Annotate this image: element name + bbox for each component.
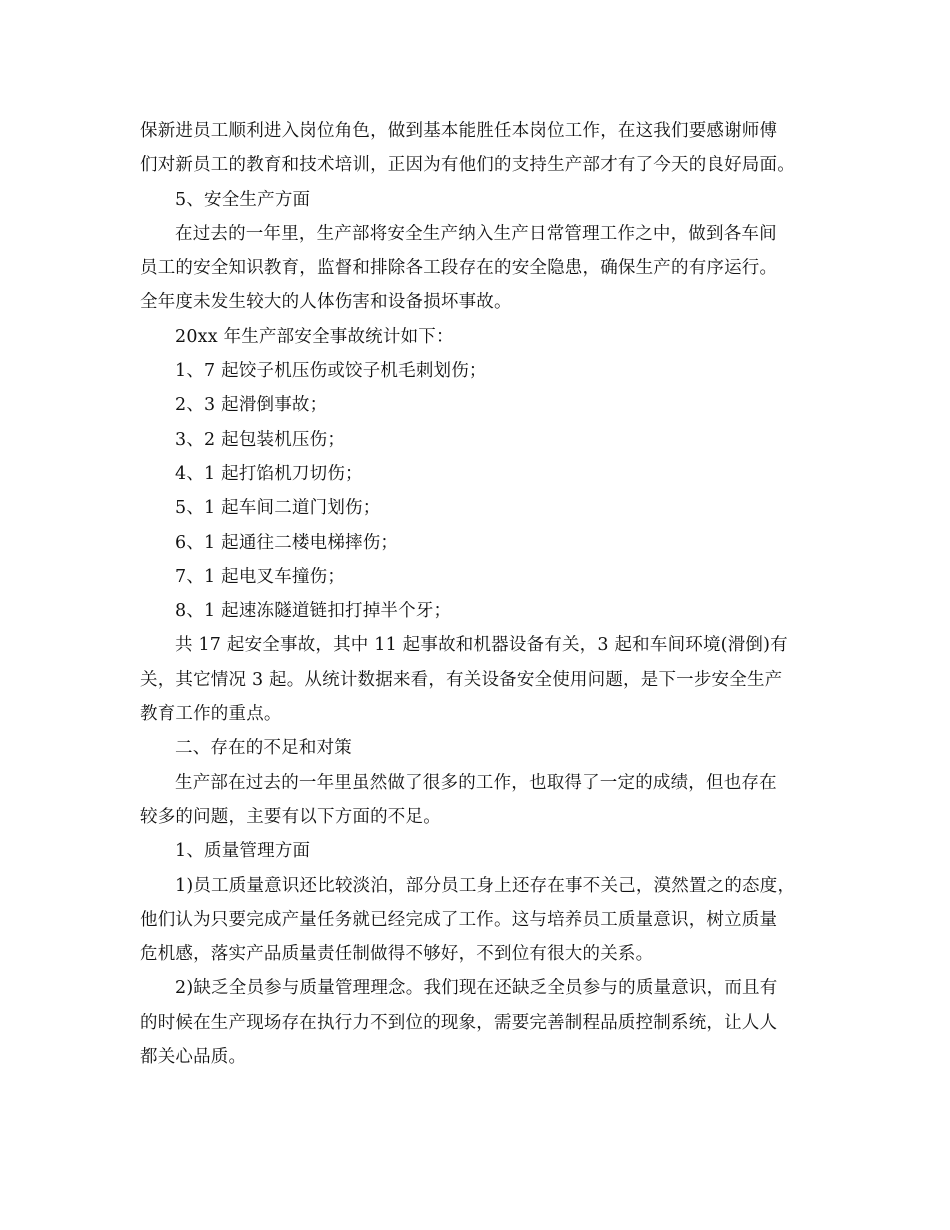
text-line: 2)缺乏全员参与质量管理理念。我们现在还缺乏全员参与的质量意识，而且有 (175, 978, 778, 999)
list-item: 4、1 起打馅机刀切伤； (175, 463, 363, 484)
list-item: 1、7 起饺子机压伤或饺子机毛刺划伤； (175, 361, 487, 382)
section-heading: 1、质量管理方面 (175, 841, 311, 862)
text-line: 全年度未发生较大的人体伤害和设备损坏事故。 (140, 292, 512, 313)
text-line: 保新进员工顺利进入岗位角色，做到基本能胜任本岗位工作，在这我们要感谢师傅 (140, 121, 778, 141)
text-line: 共 17 起安全事故，其中 11 起事故和机器设备有关，3 起和车间环境(滑倒)有 (175, 635, 788, 656)
text-line: 1)员工质量意识还比较淡泊，部分员工身上还存在事不关己，漠然置之的态度， (175, 875, 796, 896)
text-line: 20xx 年生产部安全事故统计如下： (175, 326, 454, 347)
list-item: 6、1 起通往二楼电梯摔伤； (175, 532, 399, 553)
text-line: 关，其它情况 3 起。从统计数据来看，有关设备安全使用问题，是下一步安全生产 (140, 669, 783, 690)
document-body (140, 114, 820, 1074)
list-item: 8、1 起速冻隧道链扣打掉半个牙； (175, 601, 452, 622)
text-line: 在过去的一年里，生产部将安全生产纳入生产日常管理工作之中，做到各车间 (175, 223, 777, 244)
text-line: 较多的问题，主要有以下方面的不足。 (140, 806, 441, 827)
text-line: 都关心品质。 (140, 1047, 247, 1068)
list-item: 3、2 起包装机压伤； (175, 429, 346, 450)
text-line: 员工的安全知识教育，监督和排除各工段存在的安全隐患，确保生产的有序运行。 (140, 258, 778, 279)
list-item: 5、1 起车间二道门划伤； (175, 498, 381, 519)
text-line: 生产部在过去的一年里虽然做了很多的工作，也取得了一定的成绩，但也存在 (175, 772, 777, 793)
text-line: 危机感，落实产品质量责任制做得不够好，不到位有很大的关系。 (140, 944, 654, 965)
text-line: 教育工作的重点。 (140, 704, 282, 725)
section-heading: 5、安全生产方面 (175, 189, 311, 210)
text-line: 他们认为只要完成产量任务就已经完成了工作。这与培养员工质量意识，树立质量 (140, 909, 778, 930)
text-line: 的时候在生产现场存在执行力不到位的现象，需要完善制程品质控制系统，让人人 (140, 1012, 778, 1033)
text-line: 们对新员工的教育和技术培训，正因为有他们的支持生产部才有了今天的良好局面。 (140, 155, 795, 176)
list-item: 2、3 起滑倒事故； (175, 395, 328, 416)
list-item: 7、1 起电叉车撞伤； (175, 566, 346, 587)
section-heading: 二、存在的不足和对策 (175, 738, 352, 759)
